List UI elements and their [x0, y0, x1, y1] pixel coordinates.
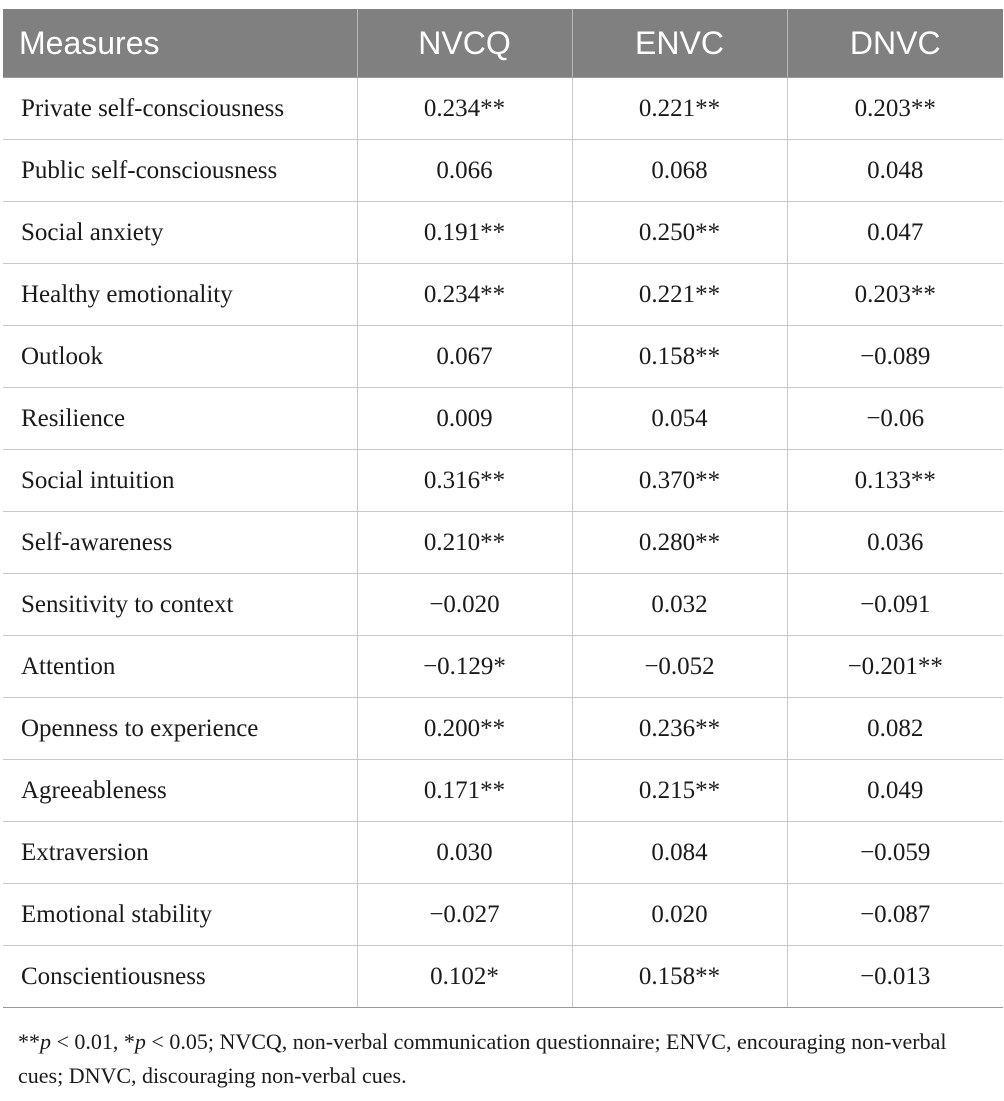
- correlation-cell: −0.129*: [357, 636, 572, 698]
- correlation-cell: 0.234**: [357, 78, 572, 140]
- header-measures: Measures: [3, 9, 357, 78]
- table-row: [3, 822, 1003, 884]
- measure-name-cell: Healthy emotionality: [3, 264, 357, 326]
- correlation-cell: 0.054: [572, 388, 787, 450]
- correlation-cell: 0.036: [787, 512, 1003, 574]
- correlation-cell: 0.280**: [572, 512, 787, 574]
- table-body: [3, 78, 1003, 1008]
- correlation-cell: 0.068: [572, 140, 787, 202]
- correlation-cell: 0.049: [787, 760, 1003, 822]
- table-row: [3, 326, 1003, 388]
- correlation-cell: 0.066: [357, 140, 572, 202]
- measure-name-cell: Resilience: [3, 388, 357, 450]
- correlation-cell: 0.047: [787, 202, 1003, 264]
- correlation-cell: 0.048: [787, 140, 1003, 202]
- correlation-cell: 0.234**: [357, 264, 572, 326]
- correlation-cell: −0.020: [357, 574, 572, 636]
- measure-name-cell: Conscientiousness: [3, 946, 357, 1008]
- correlation-cell: −0.059: [787, 822, 1003, 884]
- correlation-cell: −0.027: [357, 884, 572, 946]
- correlation-cell: −0.201**: [787, 636, 1003, 698]
- correlation-cell: 0.316**: [357, 450, 572, 512]
- correlation-cell: 0.203**: [787, 264, 1003, 326]
- correlation-cell: −0.052: [572, 636, 787, 698]
- measure-name-cell: Public self-consciousness: [3, 140, 357, 202]
- measure-name-cell: Social anxiety: [3, 202, 357, 264]
- table-row: [3, 884, 1003, 946]
- correlation-cell: 0.133**: [787, 450, 1003, 512]
- table-row: [3, 698, 1003, 760]
- measure-name-cell: Social intuition: [3, 450, 357, 512]
- correlation-cell: 0.032: [572, 574, 787, 636]
- table-footnote: **p < 0.01, *p < 0.05; NVCQ, non-verbal communication questionnaire; ENVC, encouraging non-verbal cues; DNVC, discouraging non-verbal cues.: [18, 1029, 947, 1088]
- measure-name-cell: Outlook: [3, 326, 357, 388]
- correlation-cell: 0.210**: [357, 512, 572, 574]
- table-row: [3, 140, 1003, 202]
- measure-name-cell: Sensitivity to context: [3, 574, 357, 636]
- correlation-table: [3, 9, 1003, 1008]
- correlation-cell: 0.250**: [572, 202, 787, 264]
- table-row: [3, 202, 1003, 264]
- measure-name-cell: Extraversion: [3, 822, 357, 884]
- correlation-cell: 0.020: [572, 884, 787, 946]
- correlation-cell: −0.089: [787, 326, 1003, 388]
- correlation-cell: −0.013: [787, 946, 1003, 1008]
- measure-name-cell: Agreeableness: [3, 760, 357, 822]
- correlation-cell: 0.221**: [572, 78, 787, 140]
- table-row: [3, 78, 1003, 140]
- correlation-cell: −0.06: [787, 388, 1003, 450]
- table-row: [3, 512, 1003, 574]
- correlation-cell: 0.171**: [357, 760, 572, 822]
- correlation-cell: 0.084: [572, 822, 787, 884]
- correlation-cell: 0.200**: [357, 698, 572, 760]
- measure-name-cell: Openness to experience: [3, 698, 357, 760]
- correlation-cell: 0.102*: [357, 946, 572, 1008]
- table-row: [3, 450, 1003, 512]
- header-nvcq: NVCQ: [357, 9, 572, 78]
- correlation-cell: 0.236**: [572, 698, 787, 760]
- header-envc: ENVC: [572, 9, 787, 78]
- correlation-cell: 0.221**: [572, 264, 787, 326]
- measure-name-cell: Self-awareness: [3, 512, 357, 574]
- correlation-cell: 0.215**: [572, 760, 787, 822]
- header-dnvc: DNVC: [787, 9, 1003, 78]
- correlation-cell: 0.370**: [572, 450, 787, 512]
- table-row: [3, 760, 1003, 822]
- table-row: [3, 574, 1003, 636]
- correlation-cell: 0.158**: [572, 946, 787, 1008]
- measure-name-cell: Attention: [3, 636, 357, 698]
- correlation-cell: −0.087: [787, 884, 1003, 946]
- correlation-cell: 0.158**: [572, 326, 787, 388]
- correlation-cell: 0.030: [357, 822, 572, 884]
- correlation-cell: −0.091: [787, 574, 1003, 636]
- correlation-cell: 0.191**: [357, 202, 572, 264]
- correlation-cell: 0.082: [787, 698, 1003, 760]
- table-header-row: [3, 9, 1003, 78]
- table-row: [3, 636, 1003, 698]
- measure-name-cell: Emotional stability: [3, 884, 357, 946]
- table-row: [3, 388, 1003, 450]
- correlation-cell: 0.203**: [787, 78, 1003, 140]
- correlation-cell: 0.067: [357, 326, 572, 388]
- measure-name-cell: Private self-consciousness: [3, 78, 357, 140]
- table-row: [3, 946, 1003, 1008]
- correlation-cell: 0.009: [357, 388, 572, 450]
- table-row: [3, 264, 1003, 326]
